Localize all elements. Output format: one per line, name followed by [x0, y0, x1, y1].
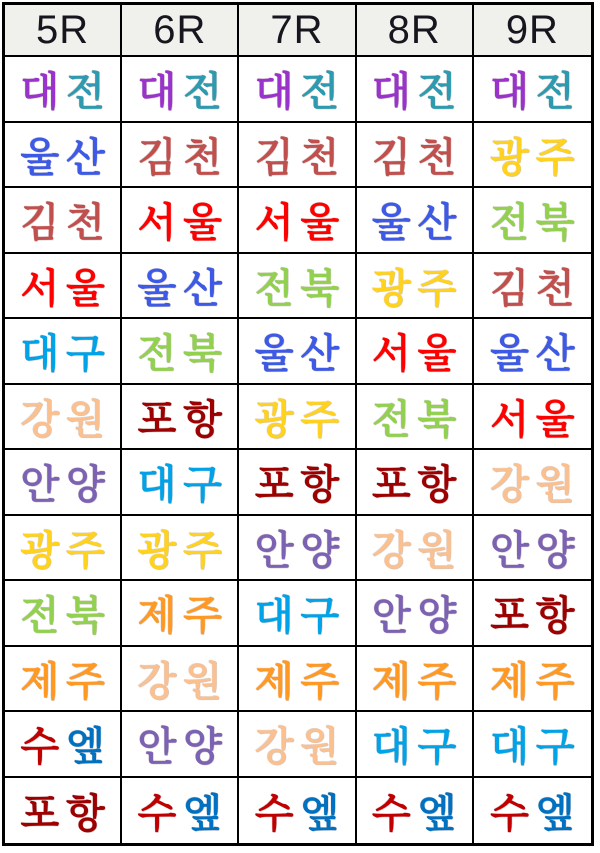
round-header-5R: 5R	[5, 5, 122, 57]
team-cell-6R-rank5	[122, 319, 239, 385]
team-cell-6R-rank2	[122, 123, 239, 189]
team-name-part: 울산	[254, 332, 347, 377]
team-name-part: 수	[137, 791, 184, 836]
team-cell-6R-rank12	[122, 778, 239, 844]
team-cell-8R-rank3	[357, 188, 474, 254]
team-cell-8R-rank1	[357, 57, 474, 123]
team-name-part: 김천	[20, 201, 112, 246]
team-name-part: 강원	[254, 725, 347, 770]
team-name-part: 대	[20, 70, 67, 115]
team-name-part: 서울	[137, 201, 229, 246]
team-cell-8R-rank7	[357, 450, 474, 516]
team-cell-7R-rank7	[239, 450, 356, 516]
team-name-part: 전	[183, 70, 229, 115]
team-cell-8R-rank8	[357, 516, 474, 582]
team-cell-8R-rank12	[357, 778, 474, 844]
team-name-part: 포항	[372, 463, 464, 508]
team-name-part: 안양	[254, 528, 347, 573]
team-name-part: 엪	[417, 791, 464, 836]
team-name-part: 수	[372, 791, 418, 836]
team-cell-5R-rank1	[5, 57, 122, 123]
team-cell-8R-rank2	[357, 123, 474, 189]
team-cell-5R-rank8	[5, 516, 122, 582]
team-cell-5R-rank4	[5, 254, 122, 320]
team-cell-6R-rank1	[122, 57, 239, 123]
team-name-part: 포항	[20, 791, 112, 836]
round-header-8R: 8R	[357, 5, 474, 57]
team-cell-6R-rank10	[122, 647, 239, 713]
team-name-part: 강원	[372, 528, 464, 573]
team-cell-9R-rank11	[474, 712, 591, 778]
team-name-part: 광주	[490, 135, 582, 180]
team-name-part: 대구	[490, 725, 582, 770]
team-name-part: 포항	[137, 397, 229, 442]
team-cell-5R-rank2	[5, 123, 122, 189]
team-name-part: 엪	[183, 791, 229, 836]
team-name-part: 전	[535, 70, 582, 115]
team-name-part: 전	[66, 70, 112, 115]
team-name-part: 제주	[137, 594, 229, 639]
team-name-part: 안양	[372, 594, 464, 639]
team-cell-9R-rank5	[474, 319, 591, 385]
team-cell-8R-rank6	[357, 385, 474, 451]
team-cell-7R-rank12	[239, 778, 356, 844]
team-name-part: 김천	[254, 135, 347, 180]
team-name-part: 대구	[254, 594, 347, 639]
team-cell-8R-rank10	[357, 647, 474, 713]
team-name-part: 대구	[20, 332, 112, 377]
team-name-part: 제주	[372, 659, 464, 704]
round-header-9R: 9R	[474, 5, 591, 57]
team-name-part: 전	[300, 70, 347, 115]
team-cell-5R-rank5	[5, 319, 122, 385]
team-cell-7R-rank3	[239, 188, 356, 254]
team-name-part: 울산	[372, 201, 464, 246]
team-name-part: 울산	[20, 135, 112, 180]
team-name-part: 대	[254, 70, 301, 115]
team-name-part: 울산	[137, 266, 229, 311]
team-name-part: 수	[490, 791, 536, 836]
team-cell-9R-rank3	[474, 188, 591, 254]
team-name-part: 대	[137, 70, 184, 115]
team-cell-7R-rank1	[239, 57, 356, 123]
team-name-part: 김천	[490, 266, 582, 311]
team-name-part: 강원	[137, 659, 229, 704]
standings-table	[2, 2, 594, 846]
team-cell-9R-rank7	[474, 450, 591, 516]
team-cell-8R-rank5	[357, 319, 474, 385]
team-cell-6R-rank7	[122, 450, 239, 516]
team-cell-9R-rank9	[474, 581, 591, 647]
team-cell-5R-rank6	[5, 385, 122, 451]
team-cell-5R-rank3	[5, 188, 122, 254]
team-name-part: 제주	[490, 659, 582, 704]
team-cell-5R-rank9	[5, 581, 122, 647]
team-cell-7R-rank11	[239, 712, 356, 778]
team-name-part: 수	[20, 725, 67, 770]
team-cell-5R-rank10	[5, 647, 122, 713]
team-cell-9R-rank10	[474, 647, 591, 713]
team-name-part: 대	[372, 70, 418, 115]
team-cell-7R-rank4	[239, 254, 356, 320]
team-cell-9R-rank1	[474, 57, 591, 123]
team-name-part: 전	[417, 70, 464, 115]
team-cell-9R-rank6	[474, 385, 591, 451]
team-name-part: 전북	[254, 266, 347, 311]
team-name-part: 광주	[254, 397, 347, 442]
team-cell-7R-rank10	[239, 647, 356, 713]
team-name-part: 제주	[254, 659, 347, 704]
round-header-7R: 7R	[239, 5, 356, 57]
team-name-part: 수	[254, 791, 301, 836]
team-cell-6R-rank11	[122, 712, 239, 778]
team-name-part: 김천	[137, 135, 229, 180]
team-cell-7R-rank8	[239, 516, 356, 582]
team-cell-7R-rank5	[239, 319, 356, 385]
team-cell-6R-rank8	[122, 516, 239, 582]
team-name-part: 전북	[490, 201, 582, 246]
team-name-part: 전북	[372, 397, 464, 442]
team-cell-9R-rank2	[474, 123, 591, 189]
team-name-part: 광주	[137, 528, 229, 573]
team-cell-5R-rank12	[5, 778, 122, 844]
team-name-part: 대구	[137, 463, 229, 508]
team-cell-7R-rank9	[239, 581, 356, 647]
team-name-part: 대구	[372, 725, 464, 770]
team-name-part: 김천	[372, 135, 464, 180]
team-name-part: 안양	[490, 528, 582, 573]
team-name-part: 광주	[20, 528, 112, 573]
team-name-part: 전북	[20, 594, 112, 639]
team-name-part: 울산	[490, 332, 582, 377]
team-cell-9R-rank12	[474, 778, 591, 844]
team-name-part: 강원	[490, 463, 582, 508]
team-name-part: 서울	[490, 397, 582, 442]
team-cell-7R-rank2	[239, 123, 356, 189]
team-name-part: 엪	[535, 791, 582, 836]
team-name-part: 서울	[254, 201, 347, 246]
team-name-part: 포항	[490, 594, 582, 639]
team-name-part: 전북	[137, 332, 229, 377]
team-cell-8R-rank4	[357, 254, 474, 320]
team-cell-7R-rank6	[239, 385, 356, 451]
team-name-part: 안양	[20, 463, 112, 508]
team-name-part: 광주	[372, 266, 464, 311]
team-name-part: 제주	[20, 659, 112, 704]
team-cell-5R-rank11	[5, 712, 122, 778]
team-name-part: 엪	[300, 791, 347, 836]
team-name-part: 포항	[254, 463, 347, 508]
team-cell-8R-rank9	[357, 581, 474, 647]
team-cell-8R-rank11	[357, 712, 474, 778]
team-cell-6R-rank6	[122, 385, 239, 451]
team-cell-6R-rank3	[122, 188, 239, 254]
team-cell-9R-rank8	[474, 516, 591, 582]
team-name-part: 엪	[66, 725, 112, 770]
team-name-part: 서울	[372, 332, 464, 377]
team-cell-5R-rank7	[5, 450, 122, 516]
round-header-6R: 6R	[122, 5, 239, 57]
team-cell-9R-rank4	[474, 254, 591, 320]
team-cell-6R-rank9	[122, 581, 239, 647]
team-name-part: 대	[490, 70, 536, 115]
team-name-part: 안양	[137, 725, 229, 770]
team-name-part: 서울	[20, 266, 112, 311]
team-cell-6R-rank4	[122, 254, 239, 320]
team-name-part: 강원	[20, 397, 112, 442]
